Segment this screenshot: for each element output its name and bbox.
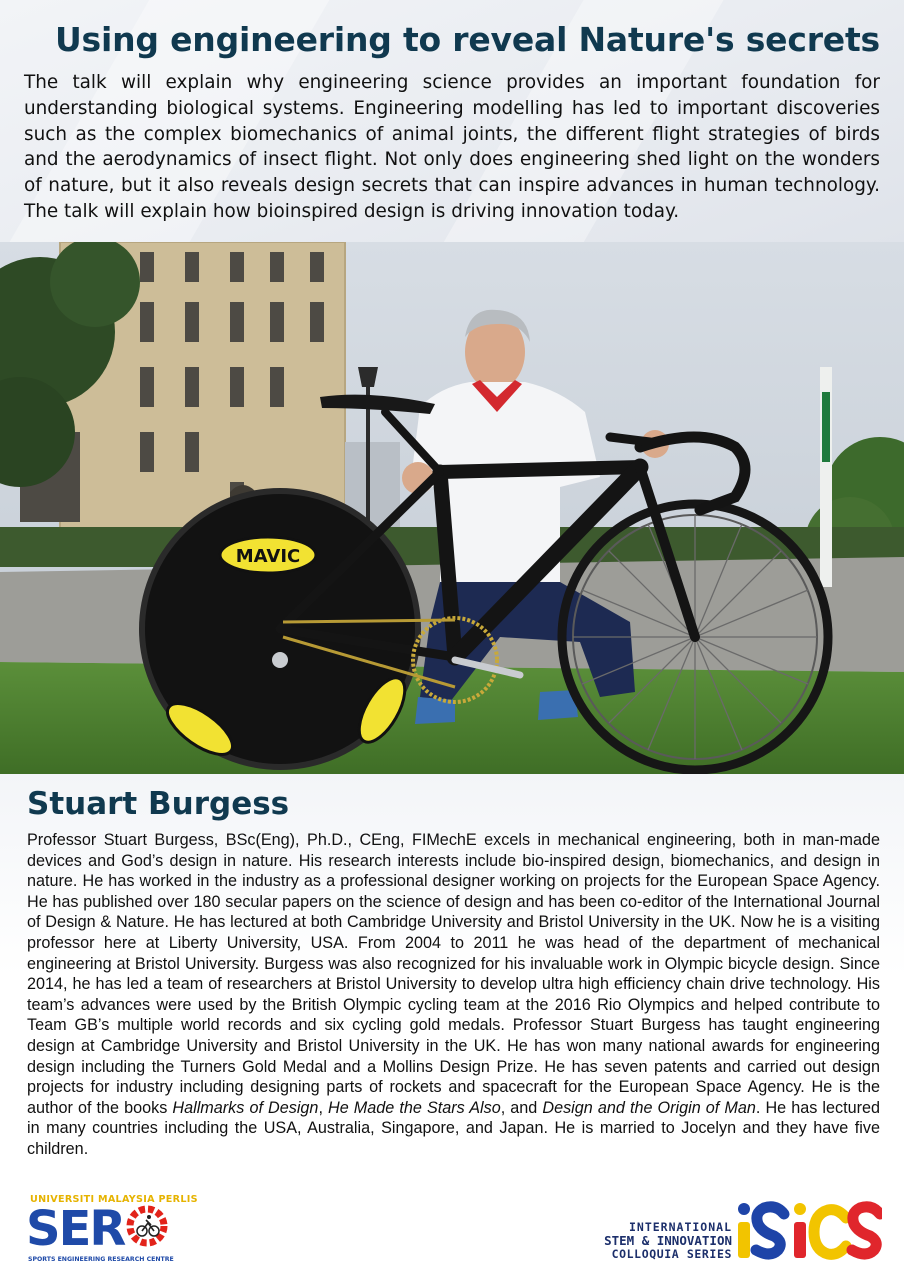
book-title: He Made the Stars Also — [328, 1098, 501, 1117]
header-section — [0, 0, 904, 242]
gear-cyclist-icon — [124, 1203, 170, 1249]
bio-text: . He has lectured in many countries including the USA, Australia, Singapore, and Japan. He is married to Jocelyn and they have five children. — [27, 1098, 880, 1158]
marker-post — [820, 367, 832, 587]
serc-university-name: UNIVERSITI MALAYSIA PERLIS — [30, 1194, 198, 1205]
speaker-with-bicycle-illustration — [0, 242, 904, 774]
serc-logo — [26, 1194, 206, 1266]
isics-line-3: COLLOQUIA SERIES — [611, 1247, 732, 1261]
talk-abstract: The talk will explain why engineering science provides an important foundation for understanding biological systems. Engineering modelling has led to important discoveries such as the complex biomechanics of animal joints, the different flight strategies of birds and the aerodynamics of insect flight. Not only does engineering shed light on the wonders of nature, but it also reveals design secrets that can inspire advances in human technology. The talk will explain how bioinspired design is driving innovation today. — [24, 72, 880, 222]
mavic-logo-text: MAVIC — [235, 546, 301, 567]
serc-full-name: SPORTS ENGINEERING RESEARCH CENTRE — [28, 1256, 174, 1263]
bio-text: Professor Stuart Burgess, BSc(Eng), Ph.D., CEng, FIMechE excels in mechanical engineering, both in man-made devices and God’s design in nature. His research interests include bio-inspired design, biomechanics, and design in nature. He has worked in the industry as a professional designer working on projects for the European Space Agency. He has published over 180 secular papers on the science of design and has been co-editor of the International Journal of Design & Nature. He has lectured at both Cambridge University and Bristol University in the UK. Now he is a visiting professor here at Liberty University, USA. From 2004 to 2011 he was head of the department of mechanical engineering at Bristol University. Burgess was also recognized for his invaluable work in Olympic bicycle design. Since 2014, he has led a team of researchers at Bristol University to develop ultra high efficiency chain drive technology. His team’s advances were used by the British Olympic cycling team at the 2016 Rio Olympics and helped contribute to Team GB’s multiple world records and six cycling gold medals. Professor Stuart Burgess has taught engineering design at Cambridge University and Bristol University in the UK. He has won many national awards for engineering design including the Turners Gold Medal and a Mollins Design Prize. He has seven patents and carried out design projects for industry including designing parts of rockets and spacecraft for the European Space Agency. He is the author of the books — [27, 831, 880, 1117]
speaker-photo — [0, 242, 904, 774]
serc-acronym: SER — [26, 1202, 170, 1256]
book-title: Hallmarks of Design — [172, 1098, 319, 1117]
isics-mark-icon — [736, 1200, 882, 1262]
book-title: Design and the Origin of Man — [542, 1098, 756, 1117]
isics-line-2: STEM & INNOVATION — [604, 1233, 732, 1248]
speaker-bio — [27, 830, 880, 1160]
page-title: Using engineering to reveal Nature's secrets — [54, 20, 880, 59]
bio-separator: , and — [500, 1098, 543, 1117]
isics-line-1: INTERNATIONAL — [628, 1220, 732, 1234]
speaker-name: Stuart Burgess — [27, 786, 290, 822]
bio-separator: , — [318, 1098, 329, 1117]
isics-logo — [586, 1200, 882, 1264]
